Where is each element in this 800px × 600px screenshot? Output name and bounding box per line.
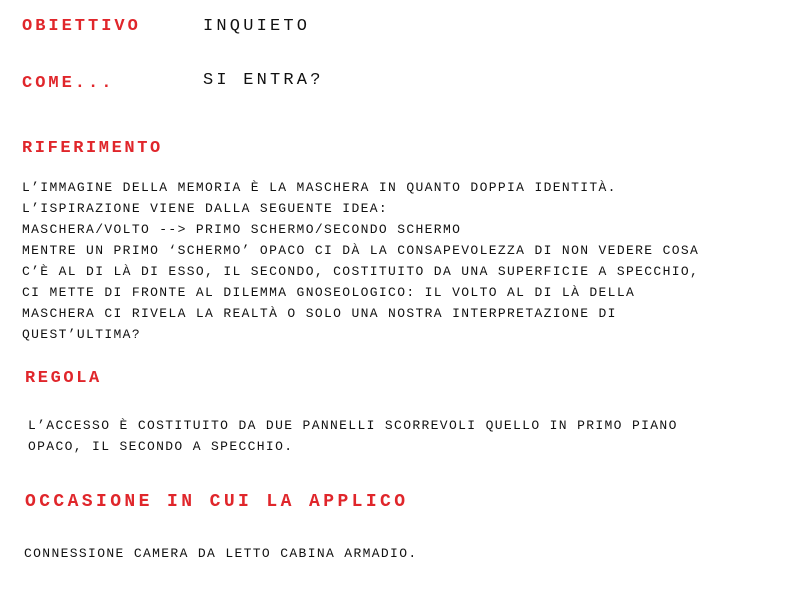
- come-value: SI ENTRA?: [203, 71, 324, 90]
- riferimento-text: [22, 177, 699, 345]
- riferimento-line: L’IMMAGINE DELLA MEMORIA È LA MASCHERA IN QUANTO DOPPIA IDENTITÀ.: [22, 180, 617, 195]
- riferimento-line: L’ISPIRAZIONE VIENE DALLA SEGUENTE IDEA:: [22, 201, 389, 216]
- occasione-line: CONNESSIONE CAMERA DA LETTO CABINA ARMADIO.: [24, 546, 418, 561]
- regola-line: L’ACCESSO È COSTITUITO DA DUE PANNELLI SCORREVOLI QUELLO IN PRIMO PIANO: [28, 418, 678, 433]
- riferimento-line: MASCHERA CI RIVELA LA REALTÀ O SOLO UNA NOSTRA INTERPRETAZIONE DI: [22, 306, 617, 321]
- occasione-heading: OCCASIONE IN CUI LA APPLICO: [25, 492, 409, 512]
- riferimento-line: MENTRE UN PRIMO ‘SCHERMO’ OPACO CI DÀ LA CONSAPEVOLEZZA DI NON VEDERE COSA: [22, 243, 700, 258]
- riferimento-heading: RIFERIMENTO: [22, 139, 163, 158]
- riferimento-line: QUEST’ULTIMA?: [22, 327, 141, 342]
- regola-line: OPACO, IL SECONDO A SPECCHIO.: [28, 439, 294, 454]
- riferimento-line: MASCHERA/VOLTO --> PRIMO SCHERMO/SECONDO SCHERMO: [22, 222, 462, 237]
- regola-text: [28, 415, 678, 457]
- riferimento-line: CI METTE DI FRONTE AL DILEMMA GNOSEOLOGICO: IL VOLTO AL DI LÀ DELLA: [22, 285, 636, 300]
- obiettivo-value: INQUIETO: [203, 17, 311, 36]
- regola-heading: REGOLA: [25, 369, 102, 388]
- riferimento-line: C’È AL DI LÀ DI ESSO, IL SECONDO, COSTITUITO DA UNA SUPERFICIE A SPECCHIO,: [22, 264, 700, 279]
- come-label: COME...: [22, 74, 115, 93]
- obiettivo-label: OBIETTIVO: [22, 17, 141, 36]
- occasione-text: [24, 543, 418, 564]
